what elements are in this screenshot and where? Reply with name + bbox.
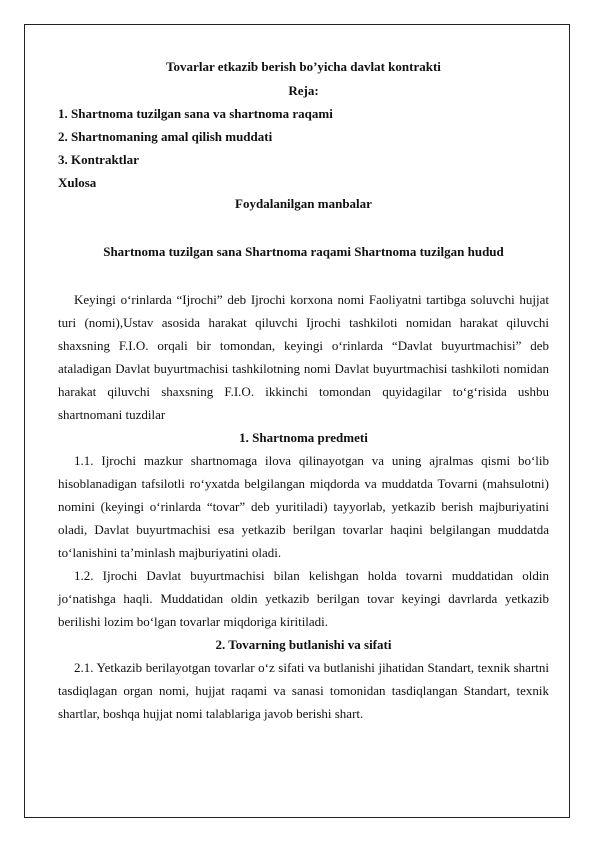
plan-heading: Reja: xyxy=(288,83,319,98)
contract-subheading: Shartnoma tuzilgan sana Shartnoma raqami Shartnoma tuzilgan hudud xyxy=(103,244,504,259)
plan-item-2: 2. Shartnomaning amal qilish muddati xyxy=(58,129,273,144)
document-body xyxy=(58,58,549,725)
section-1-paragraph-2: 1.2. Ijrochi Davlat buyurtmachisi bilan kelishgan holda tovarni muddatidan oldin jo‘natishga haqli. Muddatidan oldin yetkazib berilgan tovar keyingi davrlarda yetkazib berilishi lozim bo‘lgan tovarlar miqdoriga kiritiladi. xyxy=(58,568,549,629)
plan-item-conclusion: Xulosa xyxy=(58,175,97,190)
plan-item-3: 3. Kontraktlar xyxy=(58,152,139,167)
section-1-paragraph-1: 1.1. Ijrochi mazkur shartnomaga ilova qilinayotgan va uning ajralmas qismi bo‘lib hisoblanadigan tafsilotli ro‘yxatda belgilangan miqdorda va muddatda Tovarni (mahsulotni) nomini (keyingi o‘rinlarda “tovar” deb yuritiladi) tayyorlab, yetkazib berish majburiyatini oladi, Davlat buyurtmachisi esa yetkazib berilgan tovarlar haqini belgilangan muddatda to‘lanishini ta’minlash majburiyatini oladi. xyxy=(58,453,549,560)
sources-heading: Foydalanilgan manbalar xyxy=(235,196,372,211)
section-2-paragraph-1: 2.1. Yetkazib berilayotgan tovarlar o‘z sifati va butlanishi jihatidan Standart, texnik shartni tasdiqlagan organ nomi, hujjat raqami va sanasi tomonidan tasdiqlangan Standart, texnik shartlar, boshqa hujjat nomi talablariga javob berishi shart. xyxy=(58,660,549,721)
document-title: Tovarlar etkazib berish bo’yicha davlat kontrakti xyxy=(166,59,441,74)
section-2-heading: 2. Tovarning butlanishi va sifati xyxy=(215,637,392,652)
intro-paragraph: Keyingi o‘rinlarda “Ijrochi” deb Ijrochi korxona nomi Faoliyatni tartibga soluvchi hujjat turi (nomi),Ustav asosida harakat qiluvchi Ijrochi tashkiloti nomidan harakat qiluvchi shaxsning F.I.O. orqali bir tomondan, keyingi o‘rinlarda “Davlat buyurtmachisi” deb ataladigan Davlat buyurtmachisi tashkilotning nomi Davlat buyurtmachisi tashkiloti nomidan harakat qiluvchi shaxsning F.I.O. ikkinchi tomondan quyidagilar to‘g‘risida ushbu shartnomani tuzdilar xyxy=(58,292,549,422)
section-1-heading: 1. Shartnoma predmeti xyxy=(239,430,368,445)
plan-item-1: 1. Shartnoma tuzilgan sana va shartnoma raqami xyxy=(58,106,333,121)
